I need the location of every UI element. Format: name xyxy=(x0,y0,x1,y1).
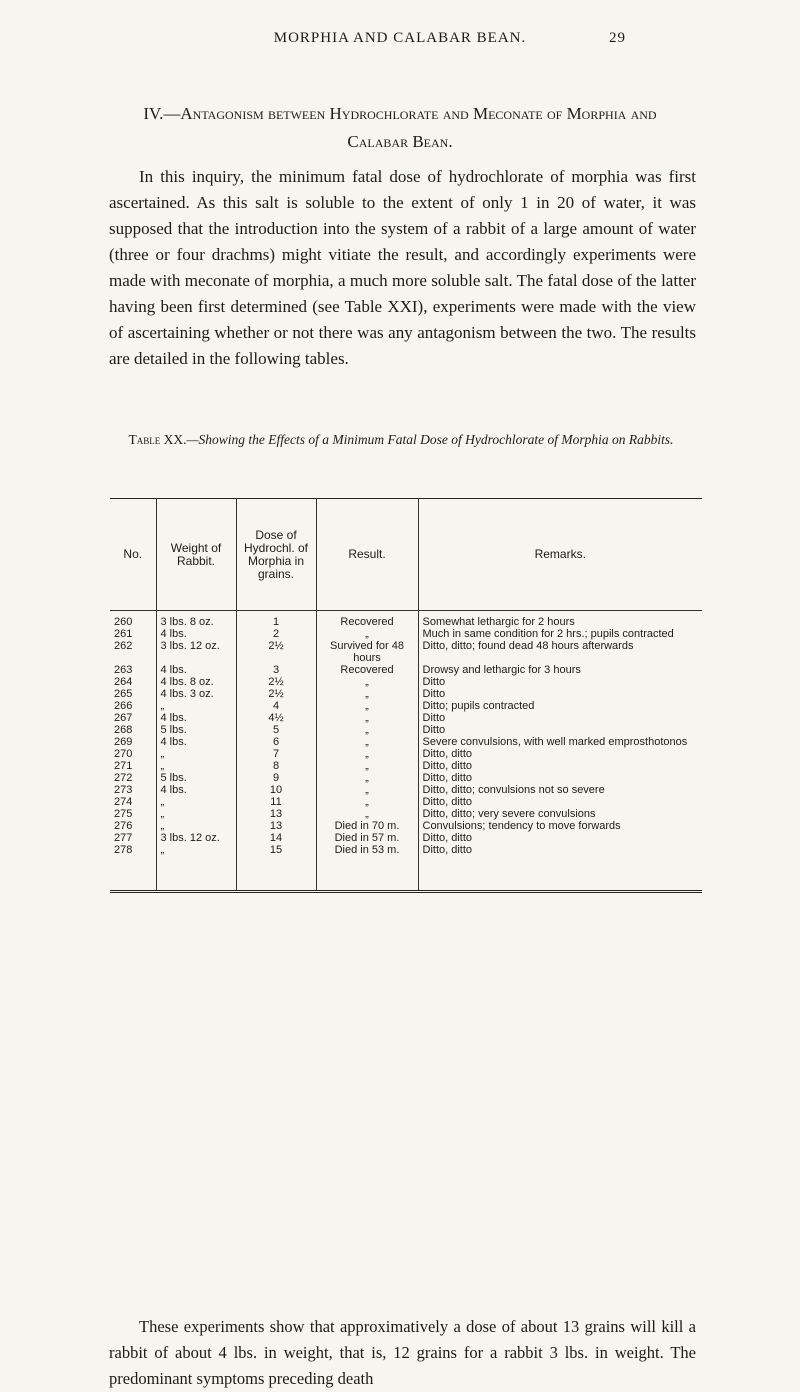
cell-weight: „ xyxy=(156,844,236,892)
cell-no: 268 xyxy=(114,724,133,736)
cell-result: „ xyxy=(316,628,418,640)
table-row xyxy=(110,844,702,892)
table-label: Table XX. xyxy=(128,432,187,447)
running-head-title: MORPHIA AND CALABAR BEAN. xyxy=(273,30,527,46)
cell-remarks: Ditto; pupils contracted xyxy=(418,700,702,712)
header-dose: Dose of Hydrochl. of Morphia in grains. xyxy=(236,499,316,611)
cell-dose: 2½ xyxy=(236,688,316,700)
cell-result: „ xyxy=(316,712,418,724)
cell-weight: 4 lbs. xyxy=(156,784,236,796)
cell-dose: 2½ xyxy=(236,640,316,664)
cell-dose: 10 xyxy=(236,784,316,796)
cell-no: 267 xyxy=(114,712,133,724)
table-row xyxy=(110,700,702,712)
cell-weight: 5 lbs. xyxy=(156,724,236,736)
cell-remarks: Ditto, ditto xyxy=(418,832,702,844)
cell-dose: 2 xyxy=(236,628,316,640)
cell-result: „ xyxy=(316,760,418,772)
cell-weight: 4 lbs. xyxy=(156,712,236,724)
cell-result: „ xyxy=(316,796,418,808)
cell-no: 262 xyxy=(114,640,133,652)
cell-dose: 7 xyxy=(236,748,316,760)
cell-weight: 4 lbs. 3 oz. xyxy=(156,688,236,700)
table-header-row xyxy=(110,499,702,611)
cell-result: „ xyxy=(316,748,418,760)
cell-dose: 8 xyxy=(236,760,316,772)
cell-no: 265 xyxy=(114,688,133,700)
table-row xyxy=(110,820,702,832)
cell-remarks: Ditto, ditto xyxy=(418,748,702,760)
table-caption xyxy=(110,430,692,450)
morphia-dose-table xyxy=(110,498,702,893)
table-row xyxy=(110,676,702,688)
cell-no: 266 xyxy=(114,700,133,712)
cell-weight: 5 lbs. xyxy=(156,772,236,784)
table-body xyxy=(110,611,702,892)
table-row xyxy=(110,736,702,748)
cell-result: „ xyxy=(316,700,418,712)
cell-no: 260 xyxy=(114,616,133,628)
header-result: Result. xyxy=(316,499,418,611)
cell-remarks: Ditto, ditto xyxy=(418,796,702,808)
cell-dose: 6 xyxy=(236,736,316,748)
cell-result: „ xyxy=(316,808,418,820)
cell-no: 274 xyxy=(114,796,133,808)
section-heading: IV.—Antagonism between Hydrochlorate and Meconate of Morphia and Calabar Bean. xyxy=(143,104,657,151)
cell-remarks: Ditto xyxy=(418,676,702,688)
table-row xyxy=(110,748,702,760)
cell-weight: „ xyxy=(156,796,236,808)
cell-result: „ xyxy=(316,676,418,688)
cell-result: Recovered xyxy=(316,664,418,676)
table-row xyxy=(110,772,702,784)
table-row xyxy=(110,640,702,664)
cell-dose: 4½ xyxy=(236,712,316,724)
cell-remarks: Convulsions; tendency to move forwards xyxy=(418,820,702,832)
cell-dose: 5 xyxy=(236,724,316,736)
cell-no: 271 xyxy=(114,760,133,772)
cell-dose: 4 xyxy=(236,700,316,712)
cell-result: Survived for 48 hours xyxy=(316,640,418,664)
cell-result: „ xyxy=(316,772,418,784)
table-row xyxy=(110,796,702,808)
cell-remarks: Drowsy and lethargic for 3 hours xyxy=(418,664,702,676)
cell-dose: 15 xyxy=(236,844,316,892)
table-row xyxy=(110,784,702,796)
cell-no: 278 xyxy=(114,844,133,856)
cell-result: „ xyxy=(316,736,418,748)
table-row xyxy=(110,611,702,629)
table-row xyxy=(110,712,702,724)
header-weight: Weight of Rabbit. xyxy=(156,499,236,611)
cell-weight: „ xyxy=(156,760,236,772)
table-row xyxy=(110,808,702,820)
cell-no: 261 xyxy=(114,628,133,640)
cell-result: „ xyxy=(316,688,418,700)
cell-weight: 4 lbs. 8 oz. xyxy=(156,676,236,688)
cell-no: 264 xyxy=(114,676,133,688)
cell-weight: „ xyxy=(156,748,236,760)
cell-dose: 1 xyxy=(236,611,316,629)
cell-dose: 14 xyxy=(236,832,316,844)
running-head xyxy=(0,30,800,50)
table-row xyxy=(110,832,702,844)
cell-remarks: Ditto, ditto xyxy=(418,844,702,892)
cell-dose: 13 xyxy=(236,808,316,820)
cell-no: 275 xyxy=(114,808,133,820)
cell-remarks: Somewhat lethargic for 2 hours xyxy=(418,611,702,629)
header-no: No. xyxy=(110,499,156,611)
cell-remarks: Ditto, ditto; found dead 48 hours afterwards xyxy=(418,640,702,664)
cell-no: 263 xyxy=(114,664,133,676)
cell-result: „ xyxy=(316,784,418,796)
cell-remarks: Much in same condition for 2 hrs.; pupils contracted xyxy=(418,628,702,640)
cell-remarks: Ditto xyxy=(418,724,702,736)
cell-dose: 9 xyxy=(236,772,316,784)
cell-dose: 11 xyxy=(236,796,316,808)
table-row xyxy=(110,760,702,772)
cell-no: 269 xyxy=(114,736,133,748)
cell-remarks: Ditto, ditto; convulsions not so severe xyxy=(418,784,702,796)
cell-no: 277 xyxy=(114,832,133,844)
table-title: —Showing the Effects of a Minimum Fatal Dose of Hydrochlorate of Morphia on Rabbits. xyxy=(186,432,674,447)
cell-remarks: Ditto xyxy=(418,712,702,724)
table-row xyxy=(110,724,702,736)
cell-result: Died in 57 m. xyxy=(316,832,418,844)
cell-remarks: Ditto xyxy=(418,688,702,700)
cell-no: 272 xyxy=(114,772,133,784)
intro-paragraph: In this inquiry, the minimum fatal dose of hydrochlorate of morphia was first ascertained. As this salt is soluble to the extent of only 1 in 20 of water, it was supposed that the introduction into the system of a rabbit of a large amount of water (three or four drachms) might vitiate the result, and accordingly experiments were made with meconate of morphia, a much more soluble salt. The fatal dose of the latter having been first determined (see Table XXI), experiments were made with the view of ascertaining whether or not there was any antagonism between the two. The results are detailed in the following tables. xyxy=(109,167,696,368)
cell-weight: 4 lbs. xyxy=(156,736,236,748)
cell-remarks: Ditto, ditto xyxy=(418,772,702,784)
cell-dose: 13 xyxy=(236,820,316,832)
cell-weight: „ xyxy=(156,700,236,712)
table-row xyxy=(110,628,702,640)
cell-remarks: Severe convulsions, with well marked emprosthotonos xyxy=(418,736,702,748)
cell-no: 273 xyxy=(114,784,133,796)
cell-no: 276 xyxy=(114,820,133,832)
cell-result: Recovered xyxy=(316,611,418,629)
cell-weight: 3 lbs. 12 oz. xyxy=(156,640,236,664)
cell-weight: 3 lbs. 8 oz. xyxy=(156,611,236,629)
cell-remarks: Ditto, ditto xyxy=(418,760,702,772)
cell-result: Died in 53 m. xyxy=(316,844,418,892)
cell-weight: 4 lbs. xyxy=(156,664,236,676)
page-number: 29 xyxy=(609,30,626,46)
table-row xyxy=(110,688,702,700)
cell-weight: 3 lbs. 12 oz. xyxy=(156,832,236,844)
cell-weight: 4 lbs. xyxy=(156,628,236,640)
cell-dose: 3 xyxy=(236,664,316,676)
cell-remarks: Ditto, ditto; very severe convulsions xyxy=(418,808,702,820)
closing-paragraph: These experiments show that approximatively a dose of about 13 grains will kill a rabbit of about 4 lbs. in weight, that is, 12 grains for a rabbit 3 lbs. in weight. The predominant symptoms preceding death xyxy=(109,1317,696,1388)
table-row xyxy=(110,664,702,676)
cell-result: Died in 70 m. xyxy=(316,820,418,832)
cell-weight: „ xyxy=(156,820,236,832)
header-remarks: Remarks. xyxy=(418,499,702,611)
cell-no: 270 xyxy=(114,748,133,760)
cell-weight: „ xyxy=(156,808,236,820)
cell-result: „ xyxy=(316,724,418,736)
cell-dose: 2½ xyxy=(236,676,316,688)
